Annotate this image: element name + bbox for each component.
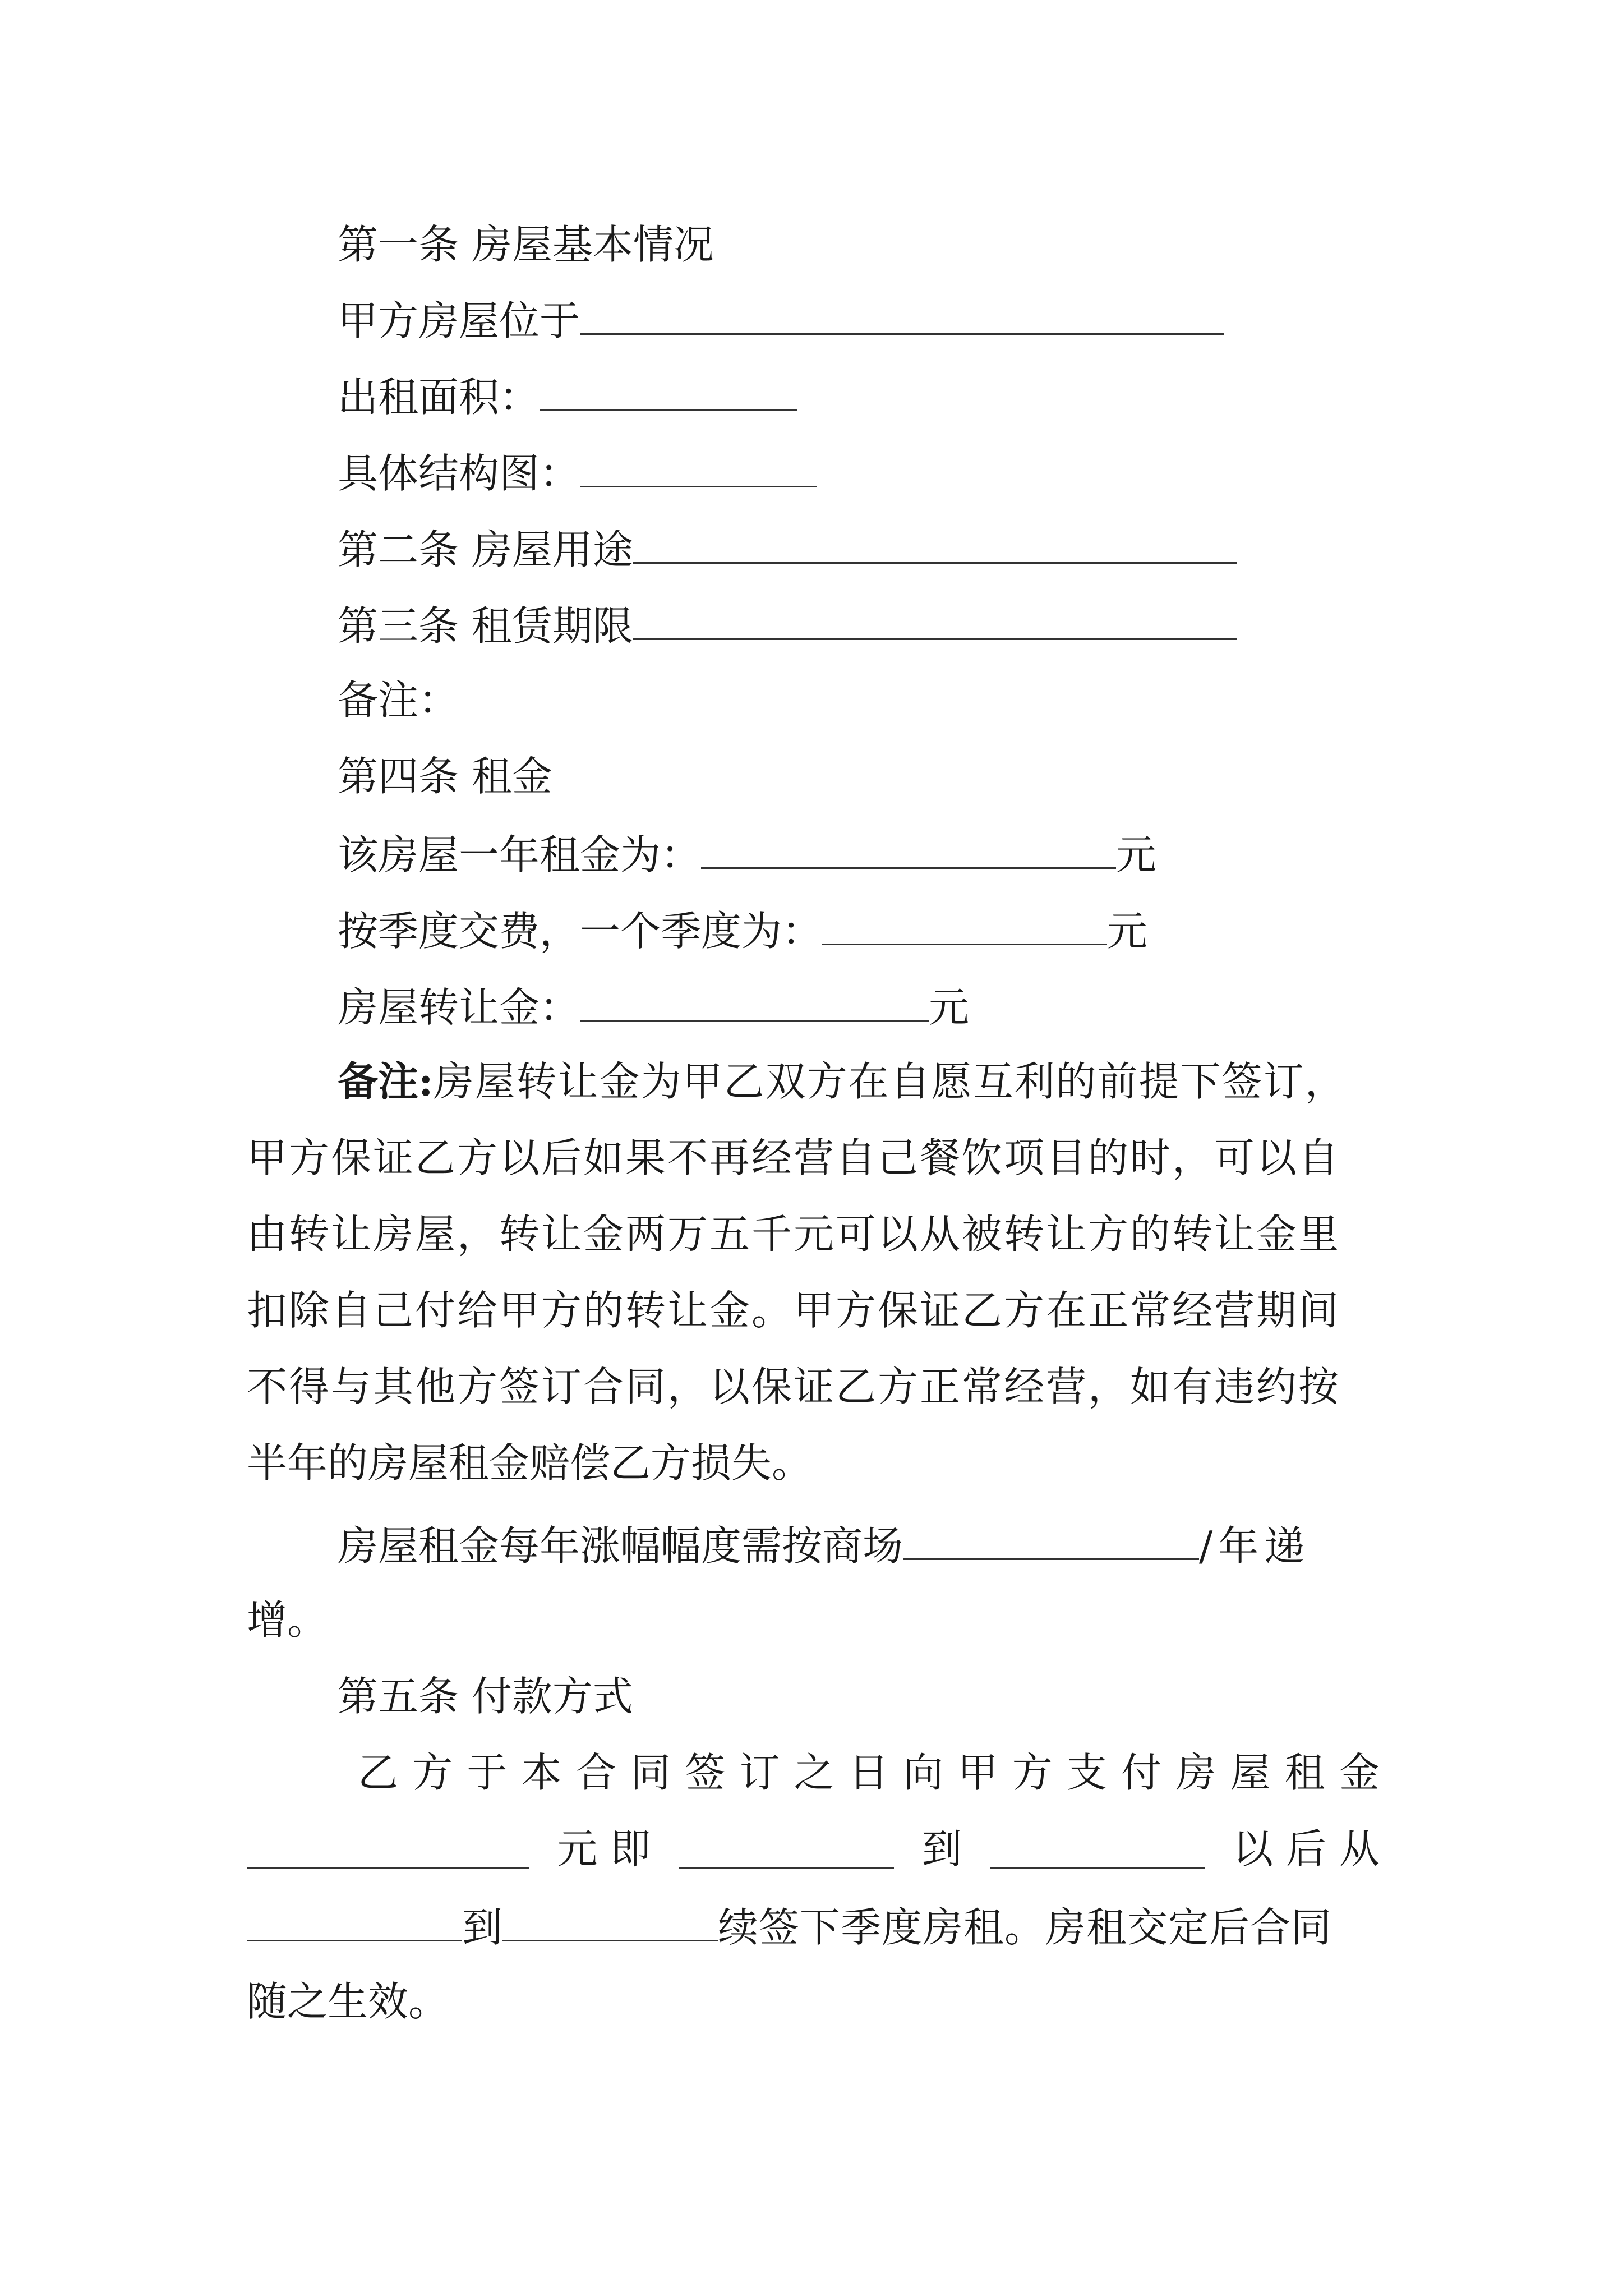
transfer-fee-label: 房屋转让金： (338, 984, 580, 1031)
payment-char: 于 (467, 1749, 508, 1796)
article1-heading: 第一条 房屋基本情况 (338, 221, 714, 268)
payment-amount-blank[interactable] (247, 1833, 529, 1869)
renewal-start-blank[interactable] (247, 1905, 462, 1941)
quarterly-unit: 元 (1107, 908, 1148, 955)
article3-note: 备注： (338, 677, 459, 724)
term-blank[interactable] (633, 604, 1237, 640)
payment-line-1 (358, 1749, 1380, 1796)
payment-char: 签 (685, 1749, 726, 1796)
structure-blank[interactable] (580, 451, 817, 487)
payment-char: 屋 (1230, 1749, 1271, 1796)
payment-line-3 (247, 1904, 1332, 1951)
payment-start-blank[interactable] (679, 1833, 894, 1869)
payment-char: 金 (1339, 1749, 1380, 1796)
area-blank[interactable] (540, 375, 797, 411)
quarterly-row (338, 908, 1148, 955)
payment-char: 房 (1175, 1749, 1216, 1796)
payment-line-2 (247, 1825, 1380, 1872)
renewal-dao-text: 到 (462, 1904, 503, 1951)
payment-char: 合 (575, 1749, 616, 1796)
payment-char: 本 (521, 1749, 562, 1796)
note-line-6: 半年的房屋租金赔偿乙方损失。 (247, 1439, 813, 1487)
yi-hou-cong-text: 以 后 从 (1233, 1825, 1380, 1872)
payment-char: 甲 (957, 1749, 998, 1796)
payment-char: 向 (903, 1749, 944, 1796)
quarterly-label: 按季度交费，一个季度为： (338, 908, 823, 955)
article5-heading: 第五条 付款方式 (338, 1673, 633, 1720)
payment-line-3-tail: 续签下季度房租。房租交定后合同 (718, 1904, 1332, 1951)
note-text-1: 房屋转让金为甲乙双方在自愿互利的前提下签订， (433, 1058, 1347, 1105)
payment-char: 同 (630, 1749, 671, 1796)
increase-unit: /年递 (1199, 1522, 1311, 1570)
payment-char: 支 (1066, 1749, 1107, 1796)
note-line-2: 甲方保证乙方以后如果不再经营自己餐饮项目的时，可以自 (247, 1134, 1341, 1181)
payment-char: 付 (1121, 1749, 1162, 1796)
note-line-5: 不得与其他方签订合同，以保证乙方正常经营，如有违约按 (247, 1363, 1341, 1410)
payment-char: 之 (794, 1749, 834, 1796)
annual-rent-row (338, 831, 1157, 878)
annual-rent-unit: 元 (1116, 831, 1157, 878)
payment-end-blank[interactable] (990, 1833, 1205, 1869)
article2-row (338, 526, 1237, 573)
transfer-fee-blank[interactable] (580, 985, 929, 1022)
article3-row (338, 602, 1237, 650)
dao-text: 到 (921, 1825, 962, 1872)
annual-rent-label: 该房屋一年租金为： (338, 831, 702, 878)
increase-label: 房屋租金每年涨幅幅度需按商场 (338, 1522, 903, 1570)
payment-char: 方 (412, 1749, 453, 1796)
increase-blank[interactable] (903, 1524, 1199, 1560)
increase-end: 增。 (247, 1596, 328, 1644)
increase-row (338, 1522, 1311, 1570)
annual-rent-blank[interactable] (701, 832, 1116, 869)
structure-row (338, 450, 817, 497)
transfer-fee-unit: 元 (929, 984, 970, 1031)
quarterly-blank[interactable] (822, 909, 1107, 945)
payment-char: 乙 (358, 1749, 399, 1796)
note-prefix: 备注: (338, 1057, 434, 1105)
payment-char: 订 (739, 1749, 780, 1796)
payment-char: 日 (848, 1749, 889, 1796)
usage-blank[interactable] (633, 527, 1237, 564)
article2-heading: 第二条 房屋用途 (338, 526, 633, 573)
location-blank[interactable] (580, 298, 1224, 335)
note-line-4: 扣除自己付给甲方的转让金。甲方保证乙方在正常经营期间 (247, 1287, 1341, 1334)
article4-heading: 第四条 租金 (338, 753, 552, 800)
payment-line-4: 随之生效。 (247, 1978, 449, 2025)
note-line-3: 由转让房屋，转让金两万五千元可以从被转让方的转让金里 (247, 1211, 1341, 1258)
article3-heading: 第三条 租赁期限 (338, 602, 633, 650)
structure-label: 具体结构图： (338, 450, 580, 497)
renewal-end-blank[interactable] (502, 1905, 718, 1941)
area-label: 出租面积： (338, 374, 540, 421)
yuan-ji-text: 元 即 (557, 1825, 651, 1872)
location-row (338, 297, 1224, 344)
area-row (338, 374, 797, 421)
transfer-fee-row (338, 984, 970, 1031)
payment-char: 租 (1284, 1749, 1325, 1796)
note-line-1 (338, 1057, 1381, 1105)
location-label: 甲方房屋位于 (338, 297, 580, 344)
payment-char: 方 (1012, 1749, 1053, 1796)
